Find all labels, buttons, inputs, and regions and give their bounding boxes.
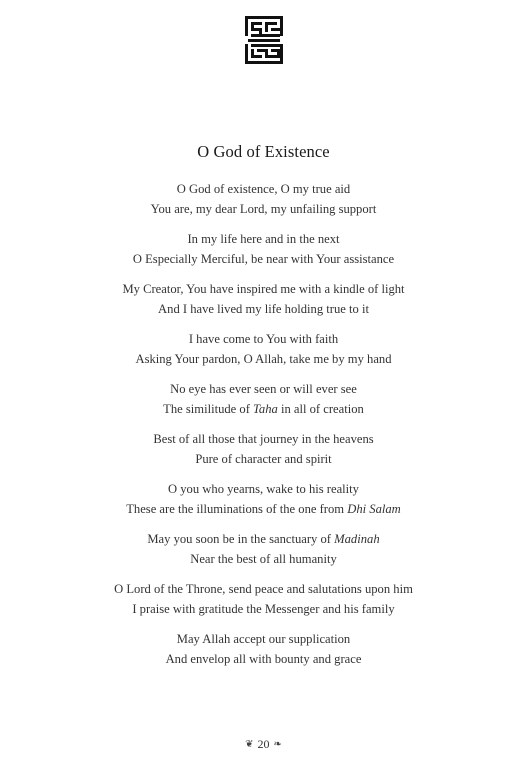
stanza [0, 280, 527, 319]
poem-line [0, 230, 527, 250]
italic-term: Taha [253, 401, 278, 416]
stanza [0, 480, 527, 519]
line-text: My Creator, You have inspired me with a kindle of light [122, 282, 405, 296]
poem-line [0, 300, 527, 320]
stanza [0, 180, 527, 219]
poem-line [0, 200, 527, 220]
stanza [0, 330, 527, 369]
right-ornament-icon: ❧ [273, 739, 282, 750]
poem-body [0, 180, 527, 680]
poem-line [0, 400, 527, 420]
square-kufic-calligraphy-icon [245, 16, 283, 64]
poem-title: O God of Existence [197, 142, 330, 161]
page-footer [0, 737, 527, 752]
line-text: I praise with gratitude the Messenger and his family [132, 601, 395, 616]
line-text: Asking Your pardon, O Allah, take me by my hand [135, 351, 392, 366]
poem-line [0, 280, 527, 300]
poem-line [0, 350, 527, 370]
poem-line [0, 550, 527, 570]
line-text: Near the best of all humanity [190, 551, 337, 566]
line-text: And I have lived my life holding true to it [158, 301, 369, 316]
line-text: O Lord of the Throne, send peace and salutations upon him [114, 582, 413, 596]
line-text: O you who yearns, wake to his reality [168, 482, 359, 496]
poem-line [0, 180, 527, 200]
poem-line [0, 480, 527, 500]
poem-line [0, 500, 527, 520]
left-ornament-icon: ❦ [245, 739, 254, 750]
italic-term: Madinah [334, 532, 380, 546]
poem-line [0, 650, 527, 670]
line-text: O Especially Merciful, be near with Your assistance [132, 251, 395, 266]
line-text: in all of creation [277, 401, 364, 416]
poem-line [0, 580, 527, 600]
stanza [0, 530, 527, 569]
poem-line [0, 330, 527, 350]
stanza [0, 580, 527, 619]
poem-line [0, 530, 527, 550]
line-text: O God of existence, O my true aid [176, 182, 351, 196]
line-text: You are, my dear Lord, my unfailing support [150, 201, 377, 216]
line-text: These are the illuminations of the one from [126, 501, 348, 516]
stanza [0, 630, 527, 669]
line-text: The similitude of [163, 401, 254, 416]
poem-line [0, 630, 527, 650]
poem-line [0, 380, 527, 400]
line-text: May Allah accept our supplication [176, 632, 351, 646]
stanza [0, 380, 527, 419]
poem-line [0, 450, 527, 470]
stanza [0, 230, 527, 269]
page-number: 20 [257, 737, 270, 751]
line-text: May you soon be in the sanctuary of [147, 532, 335, 546]
line-text: I have come to You with faith [188, 332, 339, 346]
italic-term: Dhi Salam [347, 501, 401, 516]
line-text: Pure of character and spirit [195, 451, 332, 466]
poem-line [0, 430, 527, 450]
poem-line [0, 250, 527, 270]
poem-line [0, 600, 527, 620]
line-text: In my life here and in the next [187, 232, 340, 246]
stanza [0, 430, 527, 469]
line-text: Best of all those that journey in the heavens [153, 432, 374, 446]
line-text: And envelop all with bounty and grace [165, 651, 362, 666]
line-text: No eye has ever seen or will ever see [170, 382, 357, 396]
